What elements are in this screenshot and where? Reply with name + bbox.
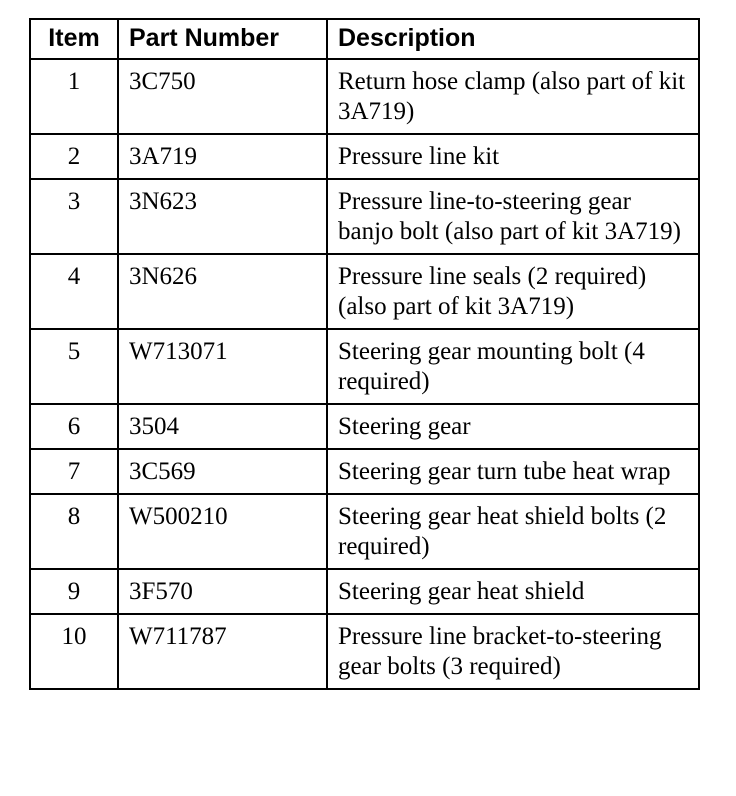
table-row	[30, 254, 699, 329]
table-row	[30, 404, 699, 449]
table-row	[30, 179, 699, 254]
table-row	[30, 569, 699, 614]
part-number-cell: W500210	[118, 494, 327, 569]
description-cell: Pressure line bracket-to-steering gear bolts (3 required)	[327, 614, 699, 689]
part-number-cell: 3C750	[118, 59, 327, 134]
item-cell: 4	[30, 254, 118, 329]
description-cell: Return hose clamp (also part of kit 3A719)	[327, 59, 699, 134]
description-cell: Steering gear turn tube heat wrap	[327, 449, 699, 494]
column-header-item: Item	[30, 19, 118, 59]
part-number-cell: 3N623	[118, 179, 327, 254]
description-cell: Steering gear mounting bolt (4 required)	[327, 329, 699, 404]
part-number-cell: W713071	[118, 329, 327, 404]
table-row	[30, 329, 699, 404]
part-number-cell: 3504	[118, 404, 327, 449]
description-cell: Pressure line-to-steering gear banjo bolt (also part of kit 3A719)	[327, 179, 699, 254]
item-cell: 7	[30, 449, 118, 494]
item-cell: 10	[30, 614, 118, 689]
item-cell: 3	[30, 179, 118, 254]
item-cell: 8	[30, 494, 118, 569]
column-header-description: Description	[327, 19, 699, 59]
header-row	[30, 19, 699, 59]
item-cell: 9	[30, 569, 118, 614]
table-row	[30, 614, 699, 689]
table-row	[30, 449, 699, 494]
part-number-cell: W711787	[118, 614, 327, 689]
description-cell: Pressure line kit	[327, 134, 699, 179]
part-number-cell: 3A719	[118, 134, 327, 179]
part-number-cell: 3F570	[118, 569, 327, 614]
item-cell: 1	[30, 59, 118, 134]
part-number-cell: 3N626	[118, 254, 327, 329]
description-cell: Steering gear heat shield	[327, 569, 699, 614]
table-row	[30, 494, 699, 569]
description-cell: Pressure line seals (2 required) (also part of kit 3A719)	[327, 254, 699, 329]
column-header-part-number: Part Number	[118, 19, 327, 59]
item-cell: 2	[30, 134, 118, 179]
item-cell: 5	[30, 329, 118, 404]
table-row	[30, 59, 699, 134]
parts-table	[29, 18, 700, 690]
item-cell: 6	[30, 404, 118, 449]
description-cell: Steering gear	[327, 404, 699, 449]
part-number-cell: 3C569	[118, 449, 327, 494]
table-row	[30, 134, 699, 179]
description-cell: Steering gear heat shield bolts (2 required)	[327, 494, 699, 569]
